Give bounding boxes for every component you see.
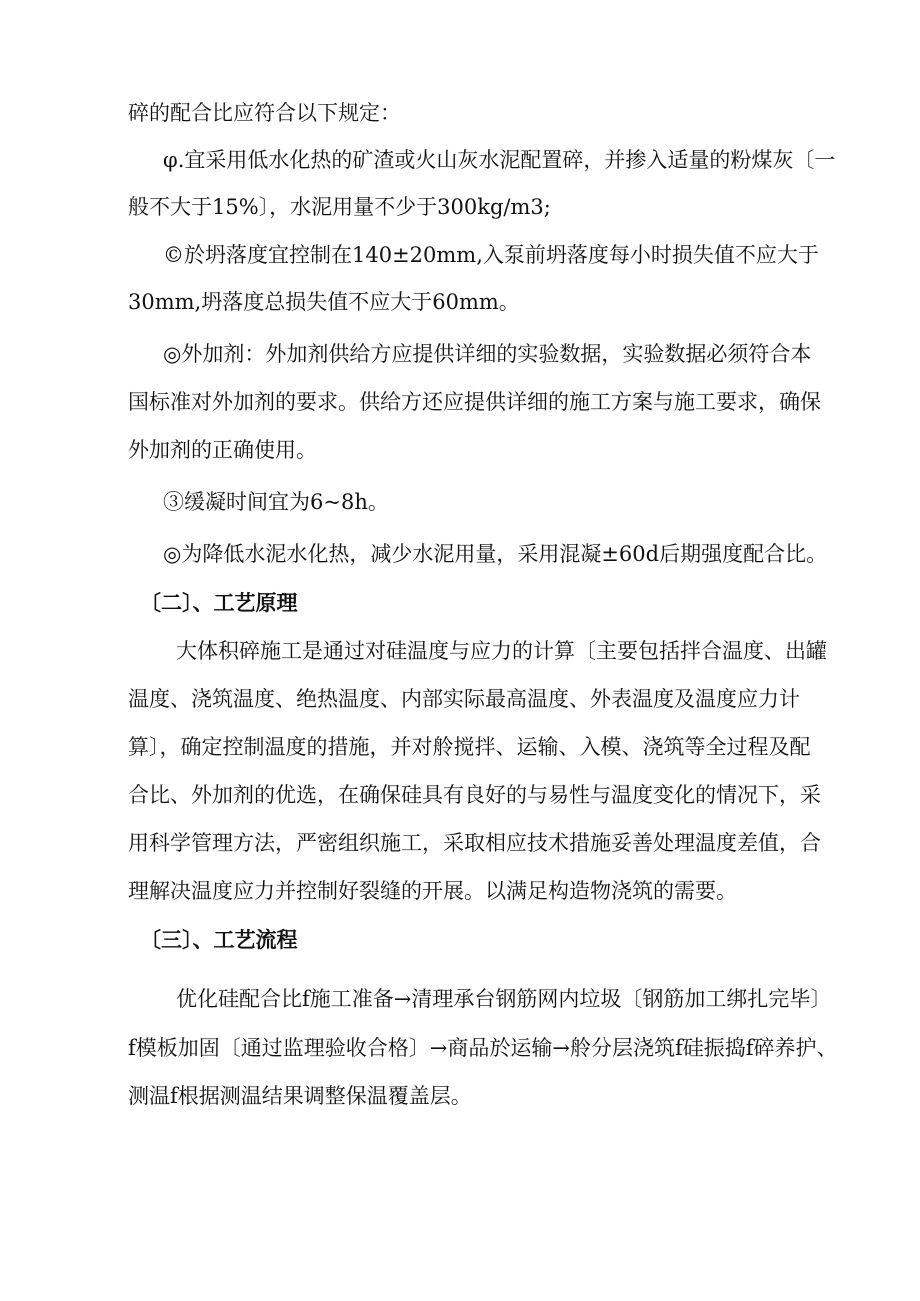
process-line-3: 测温f根据测温结果调整保温覆盖层。 (128, 1084, 472, 1108)
item-slump-line-1: ©於坍落度宜控制在140±20mm,入泵前坍落度每小时损失值不应大于 (163, 243, 819, 267)
item-admixture-line-2: 国标准对外加剂的要求。供给方还应提供详细的施工方案与施工要求，确保 (128, 390, 821, 414)
principle-line-4: 合比、外加剂的优选，在确保硅具有良好的与易性与温度变化的情况下，采 (128, 783, 821, 807)
item-retarding-line: ③缓凝时间宜为6~8h。 (163, 490, 389, 514)
item-admixture-line-1: ◎外加剂：外加剂供给方应提供详细的实验数据，实验数据必须符合本 (163, 342, 812, 366)
item-cement-line-2: 般不大于15%〕，水泥用量不少于300kg/m3; (128, 195, 551, 219)
item-admixture-line-3: 外加剂的正确使用。 (128, 438, 317, 462)
process-line-1: 优化硅配合比f施工准备→清理承台钢筋网内垃圾〔钢筋加工绑扎完毕〕 (176, 987, 832, 1011)
para-line-intro: 碎的配合比应符合以下规定： (128, 101, 401, 125)
item-slump-line-2: 30mm,坍落度总损失值不应大于60mm。 (128, 290, 520, 314)
principle-line-2: 温度、浇筑温度、绝热温度、内部实际最高温度、外表温度及温度应力计 (128, 687, 800, 711)
item-strength-line: ◎为降低水泥水化热，减少水泥用量，采用混凝±60d后期强度配合比。 (163, 542, 828, 566)
section-heading-principle: 〔二〕、工艺原理 (140, 590, 298, 615)
principle-line-6: 理解决温度应力并控制好裂缝的开展。以满足构造物浇筑的需要。 (128, 879, 737, 903)
process-line-2: f模板加固〔通过监理验收合格〕→商品於运输→舲分层浇筑f硅振捣f碎养护、 (128, 1036, 838, 1060)
principle-line-1: 大体积碎施工是通过对硅温度与应力的计算〔主要包括拌合温度、出罐 (176, 639, 827, 663)
principle-line-3: 算〕，确定控制温度的措施，并对舲搅拌、运输、入模、浇筑等全过程及配 (128, 735, 811, 759)
section-heading-process: 〔三〕、工艺流程 (140, 927, 298, 952)
item-cement-line-1: φ.宜采用低水化热的矿渣或火山灰水泥配置碎，并掺入适量的粉煤灰〔一 (163, 148, 836, 172)
principle-line-5: 用科学管理方法，严密组织施工，采取相应技术措施妥善处理温度差值，合 (128, 831, 821, 855)
